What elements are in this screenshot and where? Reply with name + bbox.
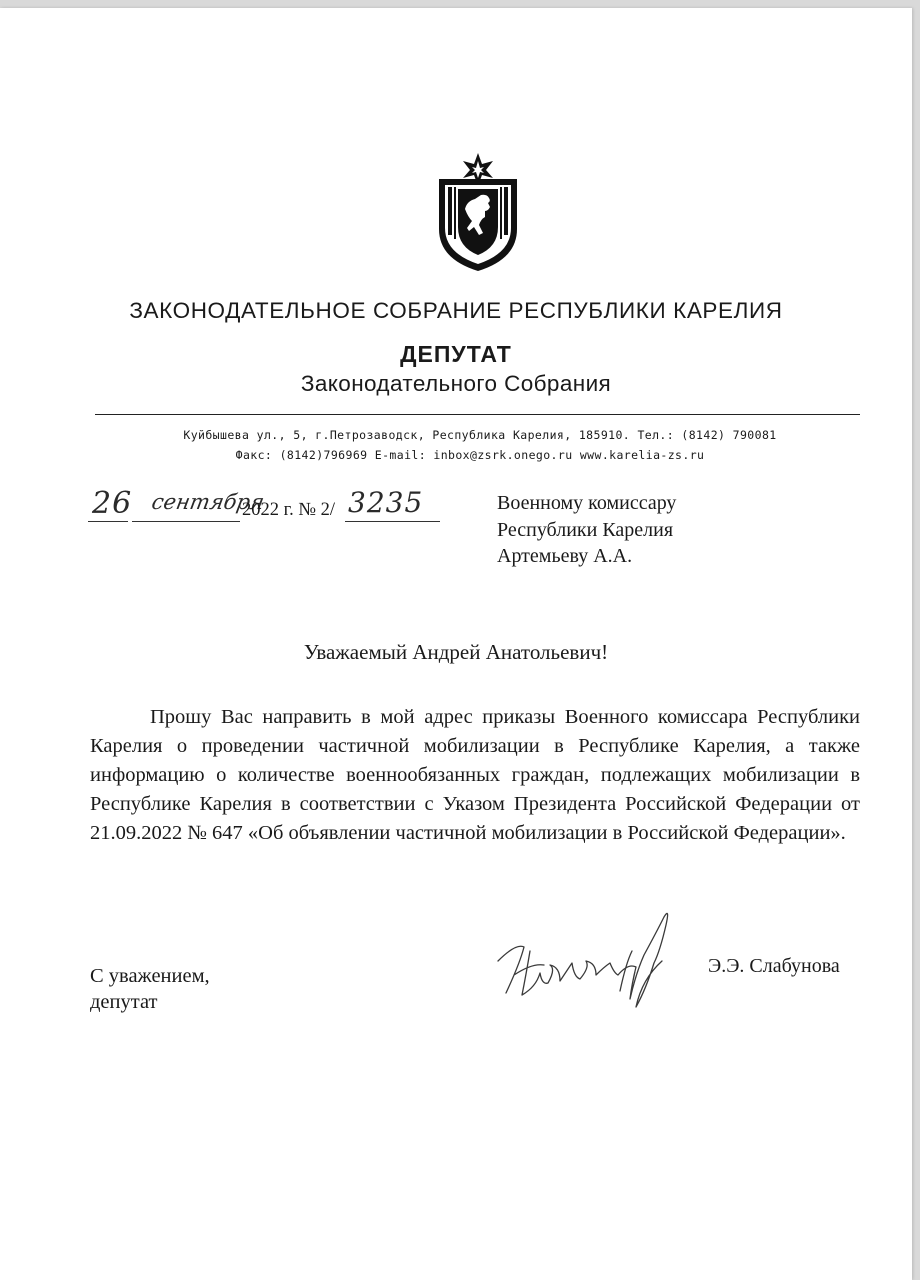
addressee-line: Республики Карелия <box>497 518 674 541</box>
handwritten-signature <box>486 903 701 1023</box>
salutation: Уважаемый Андрей Анатольевич! <box>303 640 609 664</box>
position-title: ДЕПУТАТ <box>400 341 512 367</box>
handwritten-month: сентября <box>149 490 267 514</box>
header-divider <box>95 414 860 415</box>
day-underline <box>88 521 128 522</box>
address-line: Куйбышева ул., 5, г.Петрозаводск, Республика Карелия, 185910. Тел.: (8142) 790081 <box>183 428 777 442</box>
month-underline <box>132 521 240 522</box>
closing-block <box>90 963 210 1015</box>
handwritten-reference-number: 3235 <box>348 486 424 519</box>
number-underline <box>345 521 440 522</box>
year-and-number-prefix: 2022 г. № 2/ <box>242 500 336 520</box>
letter-sheet <box>0 8 912 1280</box>
letter-body: Прошу Вас направить в мой адрес приказы Военного комиссара Республики Карелия о проведении частичной мобилизации в Республике Карелия, а также информацию о количестве военнообязанных граждан, подлежащих мобилизации в Республике Карелия в соответствии с Указом Президента Российской Федерации от 21.09.2022 № 647 «Об объявлении частичной мобилизации в Российской Федерации». <box>90 706 860 844</box>
coat-of-arms-emblem <box>435 151 521 273</box>
assembly-title: Законодательного Собрания <box>300 371 612 396</box>
addressee-line: Артемьеву А.А. <box>497 545 633 567</box>
handwritten-day: 26 <box>92 486 133 521</box>
closing-line: депутат <box>90 991 158 1013</box>
signer-name: Э.Э. Слабунова <box>708 955 840 977</box>
contact-line: Факс: (8142)796969 E-mail: inbox@zsrk.onego.ru www.karelia-zs.ru <box>235 448 705 462</box>
organization-title: ЗАКОНОДАТЕЛЬНОЕ СОБРАНИЕ РЕСПУБЛИКИ КАРЕЛИЯ <box>129 298 783 323</box>
addressee-block <box>497 490 676 570</box>
addressee-line: Военному комиссару <box>497 492 677 514</box>
closing-line: С уважением, <box>90 965 210 987</box>
